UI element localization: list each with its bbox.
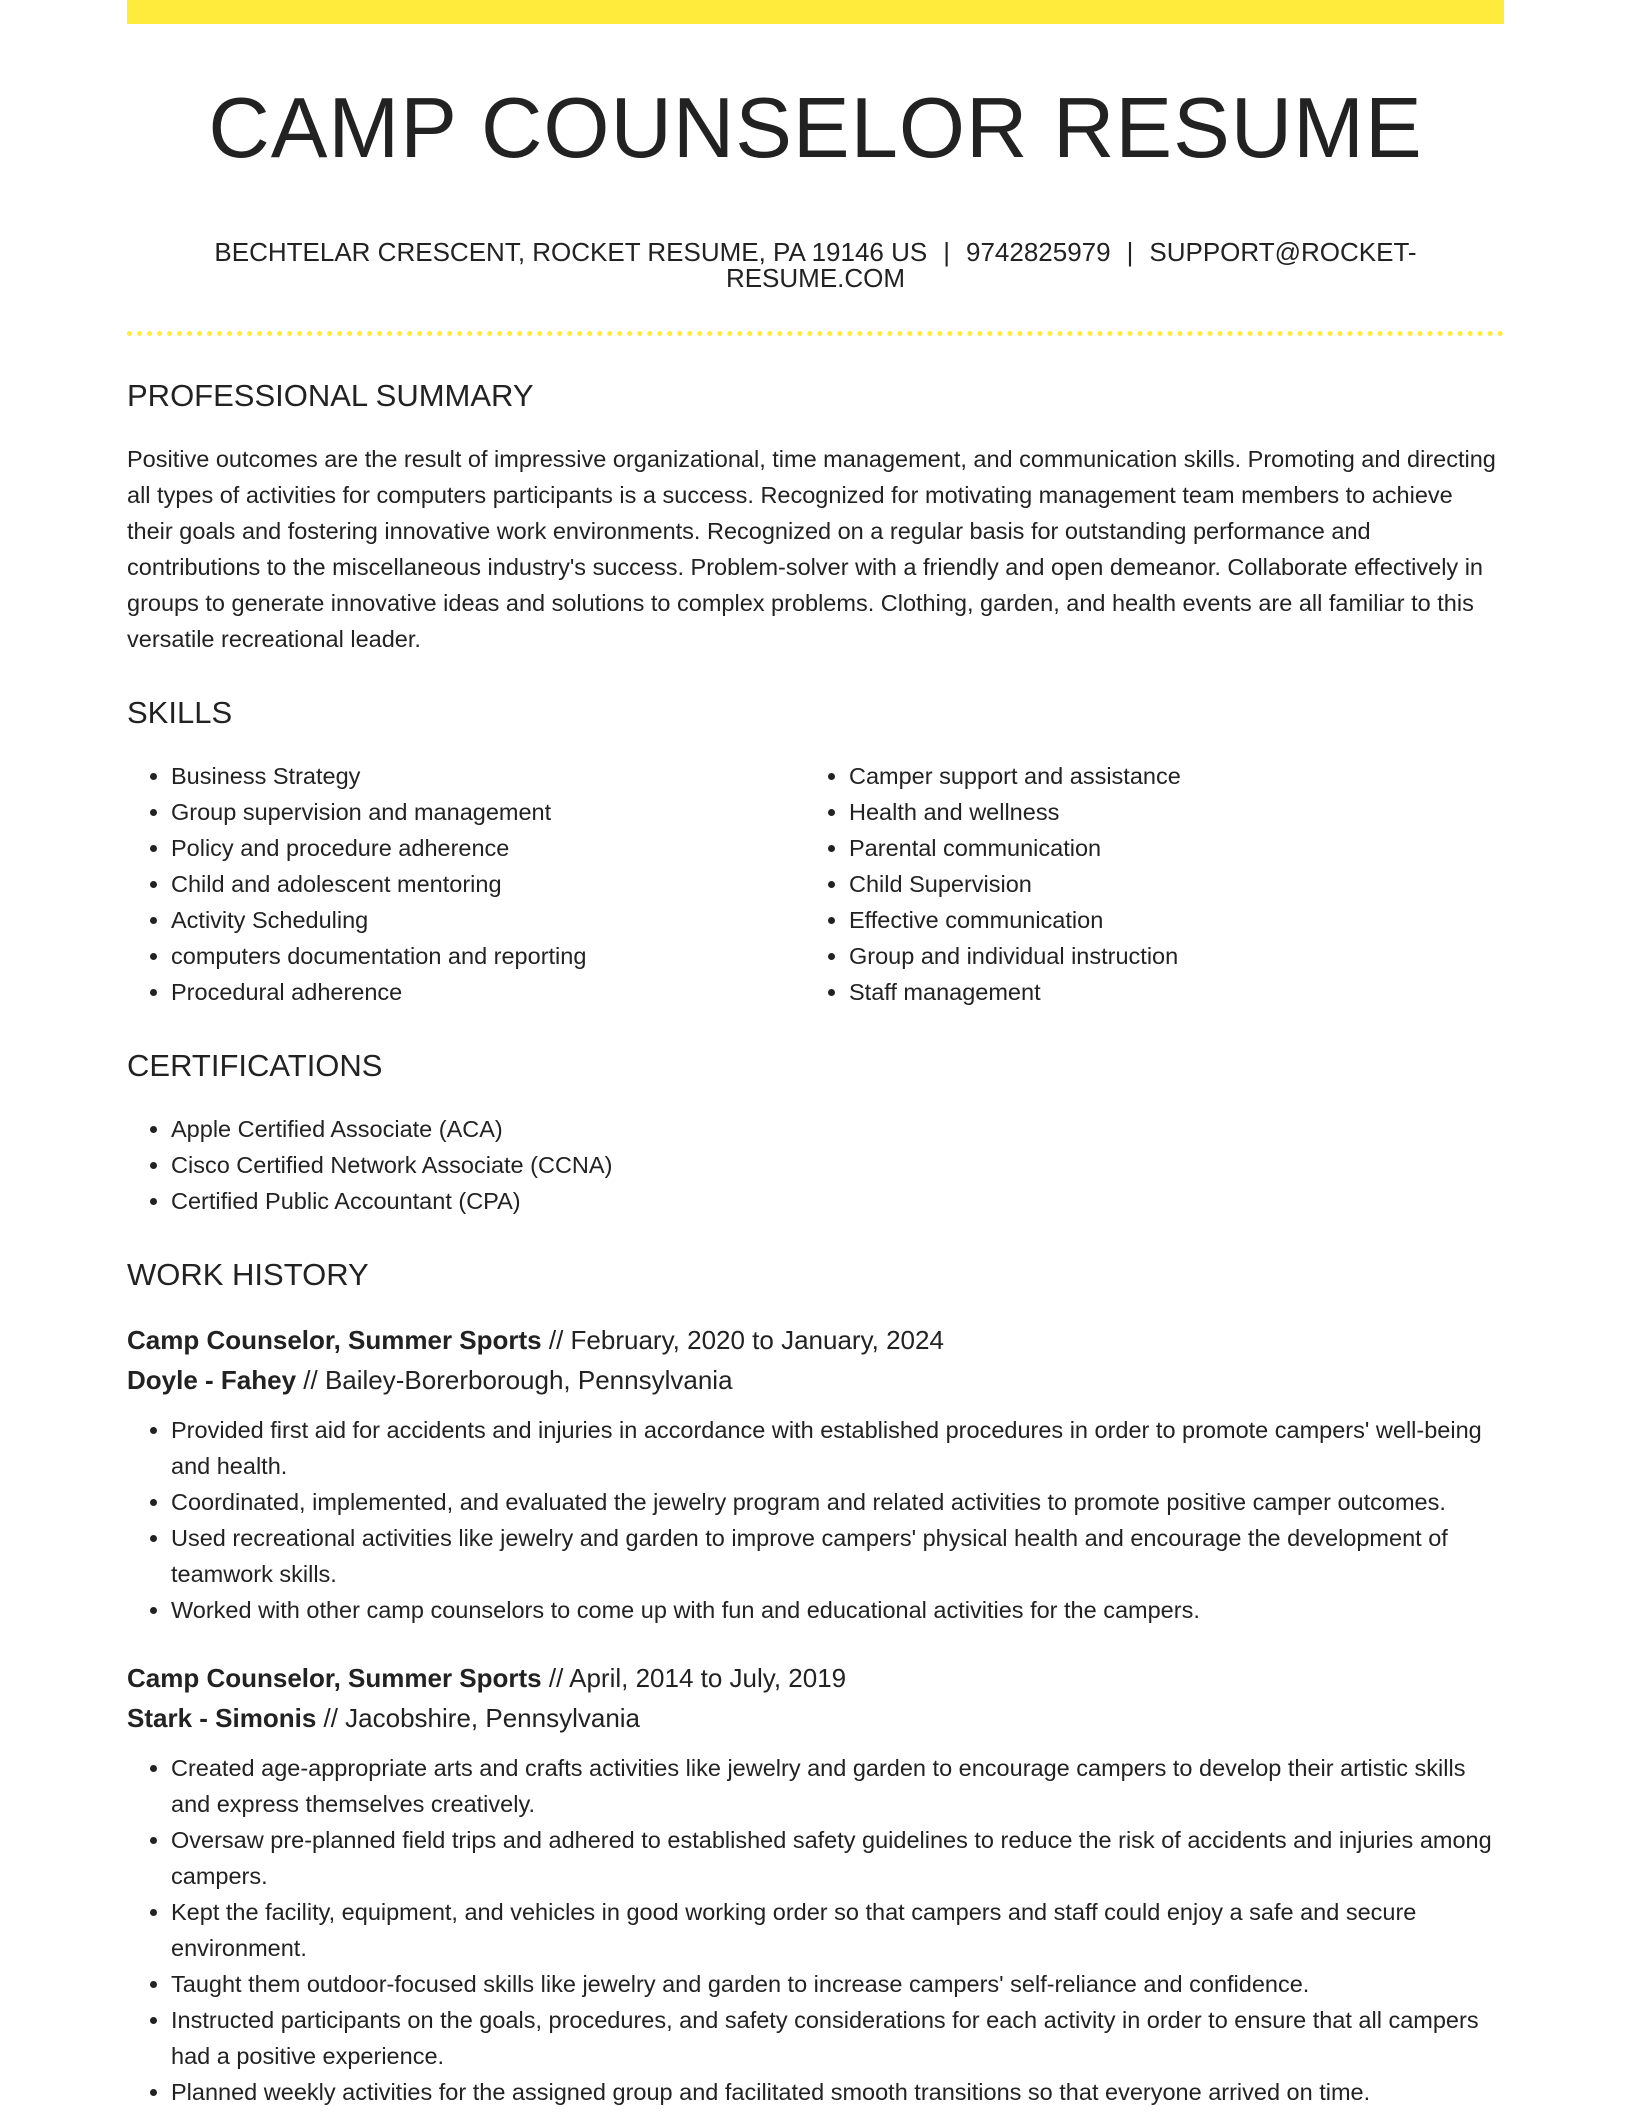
job-bullet: • Kept the facility, equipment, and vehicles in good working order so that campers and staff could enjoy a safe and secure environment. (171, 1894, 1504, 1966)
job-title: Camp Counselor, Summer Sports (127, 1325, 542, 1355)
job-dates: // April, 2014 to July, 2019 (541, 1663, 847, 1693)
skill-item: • Group supervision and management (171, 794, 805, 830)
job-bullet: • Oversaw pre-planned field trips and adhered to established safety guidelines to reduce the risk of accidents and injuries among campers. (171, 1822, 1504, 1894)
skills-heading: SKILLS (127, 695, 233, 730)
resume-page (127, 0, 1504, 2110)
skill-item: • Procedural adherence (171, 974, 805, 1010)
skill-item: • Effective communication (849, 902, 1483, 938)
job-company-line (127, 1698, 1504, 1738)
certifications-list (127, 1111, 1504, 1219)
dotted-divider (127, 331, 1504, 336)
contact-line (127, 239, 1504, 291)
job-entry (127, 1320, 1504, 1628)
job-bullets (127, 1750, 1504, 2110)
skill-item: • Business Strategy (171, 758, 805, 794)
skill-item: • Child Supervision (849, 866, 1483, 902)
skill-item: • Staff management (849, 974, 1483, 1010)
job-entry (127, 1658, 1504, 2110)
contact-phone: 9742825979 (966, 237, 1111, 267)
skill-item: • Parental communication (849, 830, 1483, 866)
job-company-line (127, 1360, 1504, 1400)
job-title-line (127, 1320, 1504, 1360)
job-bullet: • Provided first aid for accidents and injuries in accordance with established procedures in order to promote campers' well-being and health. (171, 1412, 1504, 1484)
summary-heading: PROFESSIONAL SUMMARY (127, 378, 534, 413)
job-location: // Bailey-Borerborough, Pennsylvania (296, 1365, 733, 1395)
skills-right-list (805, 758, 1483, 1010)
certifications-heading: CERTIFICATIONS (127, 1048, 383, 1083)
skills-columns (127, 758, 1504, 1010)
job-title: Camp Counselor, Summer Sports (127, 1663, 542, 1693)
skill-item: • computers documentation and reporting (171, 938, 805, 974)
job-company: Doyle - Fahey (127, 1365, 297, 1395)
job-bullet: • Planned weekly activities for the assigned group and facilitated smooth transitions so that everyone arrived on time. (171, 2074, 1504, 2110)
job-bullet: • Worked with other camp counselors to come up with fun and educational activities for the campers. (171, 1592, 1504, 1628)
job-company: Stark - Simonis (127, 1703, 317, 1733)
contact-email: SUPPORT@ROCKET-RESUME.COM (725, 237, 1417, 293)
skill-item: • Group and individual instruction (849, 938, 1483, 974)
certification-item: • Cisco Certified Network Associate (CCNA) (171, 1147, 1504, 1183)
job-location: // Jacobshire, Pennsylvania (316, 1703, 641, 1733)
job-bullet: • Coordinated, implemented, and evaluated the jewelry program and related activities to promote positive camper outcomes. (171, 1484, 1504, 1520)
job-dates: // February, 2020 to January, 2024 (541, 1325, 944, 1355)
accent-top-bar (127, 0, 1504, 24)
contact-address: BECHTELAR CRESCENT, ROCKET RESUME, PA 19146 US (214, 237, 928, 267)
certifications-block (127, 1111, 1504, 1219)
job-bullet: • Created age-appropriate arts and crafts activities like jewelry and garden to encourage campers to develop their artistic skills and express themselves creatively. (171, 1750, 1504, 1822)
skill-item: • Activity Scheduling (171, 902, 805, 938)
job-bullet: • Taught them outdoor-focused skills like jewelry and garden to increase campers' self-reliance and confidence. (171, 1966, 1504, 2002)
resume-title: CAMP COUNSELOR RESUME (208, 81, 1423, 176)
certification-item: • Certified Public Accountant (CPA) (171, 1183, 1504, 1219)
summary-text: Positive outcomes are the result of impressive organizational, time management, and communication skills. Promoting and directing all types of activities for computers participants is a success. Recognized for motivating management team members to achieve their goals and fostering innovative work environments. Recognized on a regular basis for outstanding performance and contributions to the miscellaneous industry's success. Problem-solver with a friendly and open demeanor. Collaborate effectively in groups to generate innovative ideas and solutions to complex problems. Clothing, garden, and health events are all familiar to this versatile recreational leader. (127, 446, 1496, 652)
work-history-heading: WORK HISTORY (127, 1257, 369, 1292)
job-bullets (127, 1412, 1504, 1628)
skill-item: • Camper support and assistance (849, 758, 1483, 794)
skills-left-list (127, 758, 805, 1010)
job-bullet: • Used recreational activities like jewelry and garden to improve campers' physical health and encourage the development of teamwork skills. (171, 1520, 1504, 1592)
skill-item: • Child and adolescent mentoring (171, 866, 805, 902)
contact-separator: | (1126, 237, 1134, 267)
job-bullet: • Instructed participants on the goals, procedures, and safety considerations for each activity in order to ensure that all campers had a positive experience. (171, 2002, 1504, 2074)
job-title-line (127, 1658, 1504, 1698)
skill-item: • Policy and procedure adherence (171, 830, 805, 866)
certification-item: • Apple Certified Associate (ACA) (171, 1111, 1504, 1147)
contact-separator: | (943, 237, 950, 267)
skill-item: • Health and wellness (849, 794, 1483, 830)
